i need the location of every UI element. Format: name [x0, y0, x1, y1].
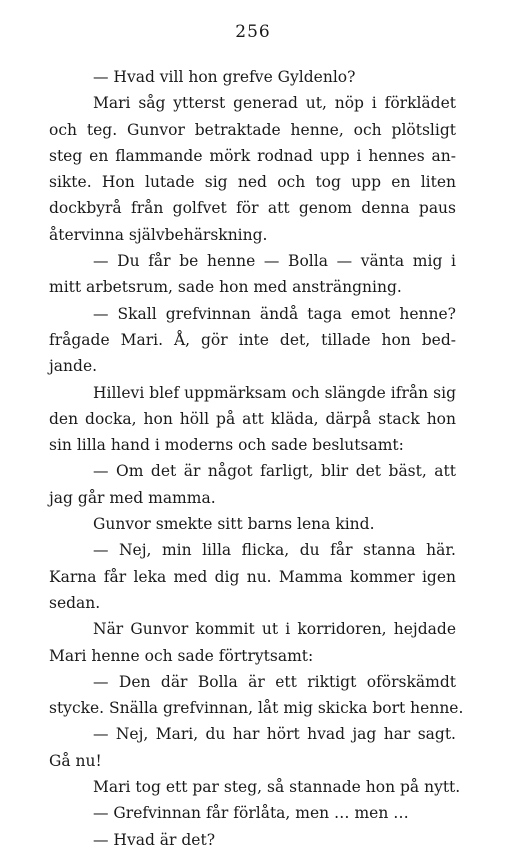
text-line: — Nej, Mari, du har hört hvad jag har sagt.: [93, 725, 456, 744]
text-line: återvinna självbehärskning.: [49, 225, 268, 244]
text-line: och teg. Gunvor betraktade henne, och plötsligt: [49, 120, 456, 139]
text-line: mitt arbetsrum, sade hon med ansträngning.: [49, 278, 402, 297]
text-line: stycke. Snälla grefvinnan, låt mig skicka bort henne.: [49, 699, 464, 718]
text-line: sedan.: [49, 593, 101, 612]
text-line: dockbyrå från golfvet för att genom denna paus: [49, 199, 456, 218]
text-line: — Du får be henne — Bolla — vänta mig i: [93, 252, 456, 271]
text-line: sikte. Hon lutade sig ned och tog upp en liten: [49, 173, 456, 192]
text-line: Mari tog ett par steg, så stannade hon på nytt.: [93, 778, 461, 797]
text-line: sin lilla hand i moderns och sade beslutsamt:: [49, 436, 404, 455]
text-line: — Nej, min lilla flicka, du får stanna här.: [93, 541, 456, 560]
text-line: jande.: [49, 357, 98, 376]
page-number: 256: [235, 22, 271, 42]
text-line: steg en flammande mörk rodnad upp i hennes an-: [49, 146, 456, 165]
text-line: den docka, hon höll på att kläda, därpå stack hon: [49, 409, 456, 428]
text-line: frågade Mari. Å, gör inte det, tillade hon bed-: [49, 330, 456, 349]
text-line: Hillevi blef uppmärksam och slängde ifrån sig: [93, 383, 456, 402]
text-line: — Om det är något farligt, blir det bäst, att: [93, 462, 456, 481]
text-line: Karna får leka med dig nu. Mamma kommer igen: [49, 567, 456, 586]
text-line: jag går med mamma.: [49, 488, 216, 507]
text-line: Mari henne och sade förtrytsamt:: [49, 646, 314, 665]
text-line: Gå nu!: [49, 751, 102, 770]
text-line: Mari såg ytterst generad ut, nöp i förklädet: [93, 94, 456, 113]
text-line: — Skall grefvinnan ändå taga emot henne?: [93, 304, 456, 323]
text-line: — Hvad vill hon grefve Gyldenlo?: [93, 68, 356, 86]
body-text: [49, 64, 464, 853]
text-line: — Hvad är det?: [93, 830, 216, 849]
text-line: Gunvor smekte sitt barns lena kind.: [93, 515, 375, 534]
text-line: — Grefvinnan får förlåta, men … men …: [93, 804, 409, 823]
text-line: — Den där Bolla är ett riktigt oförskämdt: [93, 672, 456, 691]
text-line: När Gunvor kommit ut i korridoren, hejdade: [93, 620, 456, 639]
